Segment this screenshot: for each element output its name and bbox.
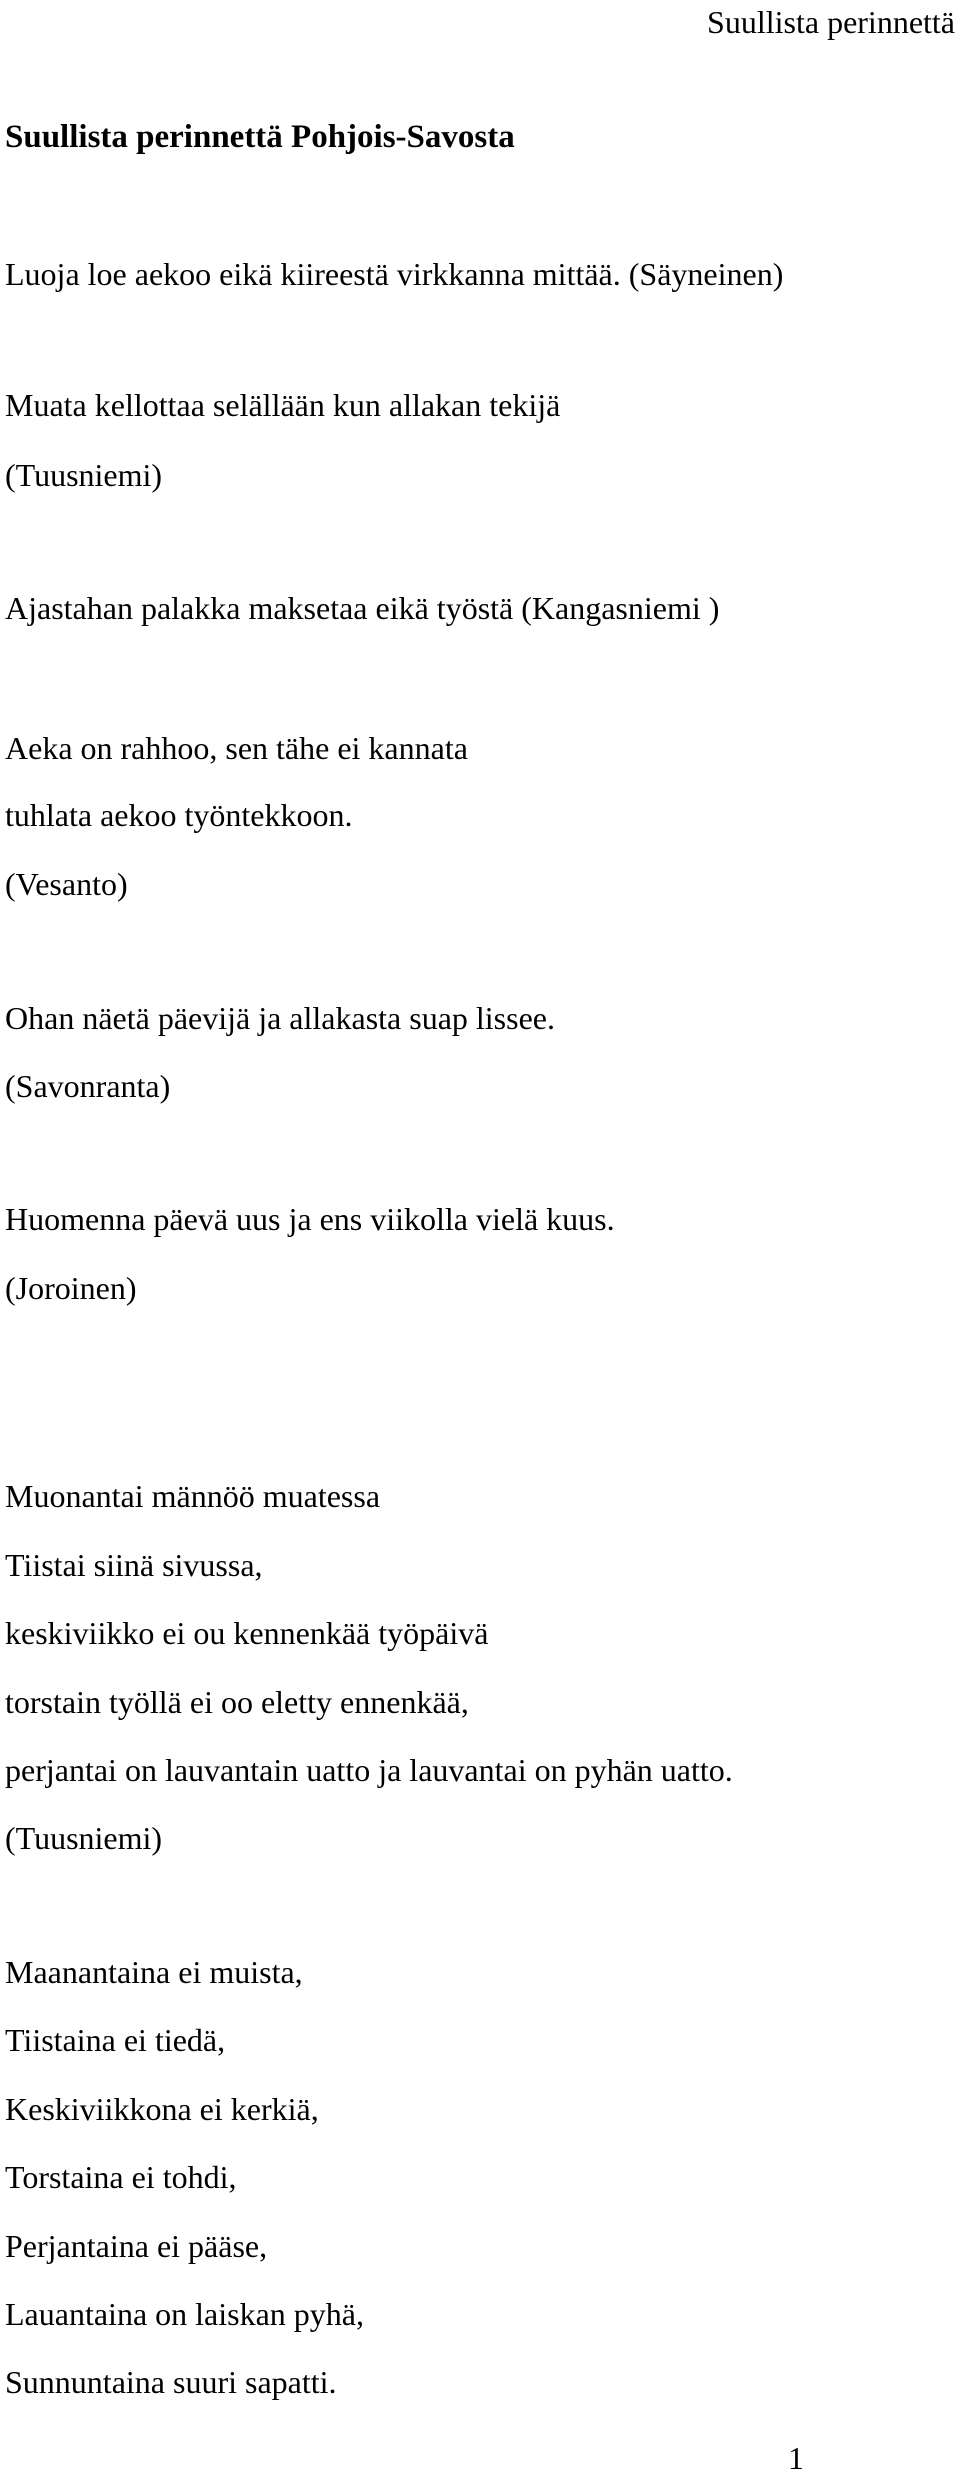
saying-6-line-2: (Joroinen) bbox=[5, 1270, 137, 1306]
saying-4-line-1: Aeka on rahhoo, sen tähe ei kannata bbox=[5, 730, 468, 766]
running-header: Suullista perinnettä bbox=[707, 4, 955, 40]
rhyme-2-line-3: Keskiviikkona ei kerkiä, bbox=[5, 2091, 319, 2127]
rhyme-1-line-3: keskiviikko ei ou kennenkää työpäivä bbox=[5, 1615, 489, 1651]
rhyme-1-line-6: (Tuusniemi) bbox=[5, 1820, 163, 1856]
saying-2-line-1: Muata kellottaa selällään kun allakan tekijä bbox=[5, 387, 561, 423]
rhyme-1-line-4: torstain työllä ei oo eletty ennenkää, bbox=[5, 1684, 469, 1720]
saying-3-line-1: Ajastahan palakka maksetaa eikä työstä (Kangasniemi ) bbox=[5, 590, 720, 626]
rhyme-1-line-1: Muonantai männöö muatessa bbox=[5, 1478, 381, 1514]
rhyme-1-line-5: perjantai on lauvantain uatto ja lauvantai on pyhän uatto. bbox=[5, 1752, 733, 1788]
rhyme-2-line-1: Maanantaina ei muista, bbox=[5, 1954, 303, 1990]
page-number: 1 bbox=[788, 2440, 804, 2476]
saying-6-line-1: Huomenna päevä uus ja ens viikolla vielä kuus. bbox=[5, 1201, 615, 1237]
page-title: Suullista perinnettä Pohjois-Savosta bbox=[5, 119, 515, 155]
rhyme-2-line-5: Perjantaina ei pääse, bbox=[5, 2228, 268, 2264]
saying-2-line-2: (Tuusniemi) bbox=[5, 457, 163, 493]
rhyme-2-line-4: Torstaina ei tohdi, bbox=[5, 2159, 237, 2195]
saying-4-line-2: tuhlata aekoo työntekkoon. bbox=[5, 797, 353, 833]
rhyme-2-line-7: Sunnuntaina suuri sapatti. bbox=[5, 2364, 337, 2400]
saying-5-line-2: (Savonranta) bbox=[5, 1068, 171, 1104]
saying-5-line-1: Ohan näetä päevijä ja allakasta suap lissee. bbox=[5, 1000, 555, 1036]
rhyme-1-line-2: Tiistai siinä sivussa, bbox=[5, 1547, 263, 1583]
rhyme-2-line-2: Tiistaina ei tiedä, bbox=[5, 2022, 226, 2058]
saying-1-line-1: Luoja loe aekoo eikä kiireestä virkkanna mittää. (Säyneinen) bbox=[5, 256, 784, 292]
saying-4-line-3: (Vesanto) bbox=[5, 866, 128, 902]
rhyme-2-line-6: Lauantaina on laiskan pyhä, bbox=[5, 2296, 364, 2332]
